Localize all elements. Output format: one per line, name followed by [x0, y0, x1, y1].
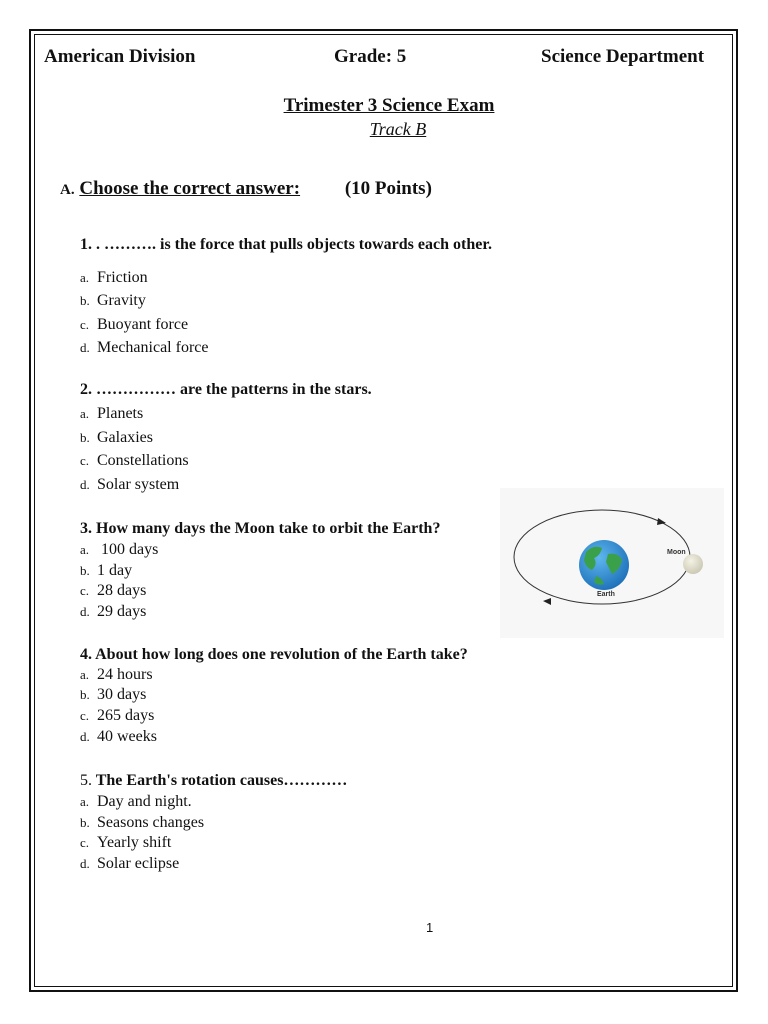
moon-icon	[683, 554, 703, 574]
section-points: (10 Points)	[344, 178, 432, 199]
option-text: 1 day	[97, 562, 133, 579]
question-4	[80, 646, 468, 664]
exam-title: Trimester 3 Science Exam	[283, 95, 495, 116]
option-text: 100 days	[97, 541, 159, 558]
option-text: Solar system	[97, 476, 180, 493]
option-letter: d.	[80, 604, 90, 619]
question-1-option-b[interactable]	[80, 292, 146, 310]
question-5-option-c[interactable]	[80, 834, 171, 852]
option-text: Galaxies	[97, 429, 153, 446]
earth-icon	[579, 540, 629, 590]
option-letter: c.	[80, 317, 90, 332]
option-letter: d.	[80, 729, 90, 744]
question-number: 5.	[80, 772, 92, 789]
option-letter: d.	[80, 340, 90, 355]
orbit-illustration	[500, 488, 724, 638]
option-letter: b.	[80, 687, 90, 702]
option-text: Planets	[97, 405, 144, 422]
option-text: Solar eclipse	[97, 855, 180, 872]
option-text: 24 hours	[97, 666, 153, 683]
option-text: Constellations	[97, 452, 189, 469]
question-3-option-d[interactable]	[80, 603, 146, 621]
question-2-option-c[interactable]	[80, 452, 189, 470]
option-text: Mechanical force	[97, 339, 209, 356]
option-text: Yearly shift	[97, 834, 172, 851]
question-2	[80, 381, 372, 399]
question-5	[80, 772, 347, 790]
page-number: 1	[426, 920, 434, 935]
question-text: . ………. is the force that pulls objects towards each other.	[96, 236, 492, 253]
question-number: 1.	[80, 236, 92, 253]
question-3-option-c[interactable]	[80, 582, 146, 600]
moon-label: Moon	[667, 549, 686, 556]
option-text: Buoyant force	[97, 316, 189, 333]
earth-moon-orbit-diagram	[500, 488, 724, 638]
question-3-option-b[interactable]	[80, 562, 132, 580]
question-text: About how long does one revolution of the Earth take?	[95, 646, 468, 663]
option-letter: b.	[80, 430, 90, 445]
option-letter: a.	[80, 794, 90, 809]
question-2-option-b[interactable]	[80, 429, 153, 447]
question-text: The Earth's rotation causes…………	[95, 772, 348, 789]
question-3	[80, 520, 440, 538]
question-number: 3.	[80, 520, 92, 537]
option-letter: b.	[80, 563, 90, 578]
orbit-arrow-bottom	[543, 598, 551, 605]
option-text: 265 days	[97, 707, 155, 724]
option-text: 40 weeks	[97, 728, 157, 745]
question-4-option-b[interactable]	[80, 686, 146, 704]
question-2-option-a[interactable]	[80, 405, 143, 423]
question-text: …………… are the patterns in the stars.	[96, 381, 372, 398]
question-5-option-b[interactable]	[80, 814, 204, 832]
question-number: 2.	[80, 381, 92, 398]
question-2-option-d[interactable]	[80, 476, 179, 494]
section-heading	[60, 178, 432, 200]
option-text: 28 days	[97, 582, 147, 599]
section-letter: A.	[60, 182, 75, 198]
question-4-option-a[interactable]	[80, 666, 153, 684]
question-number: 4.	[80, 646, 92, 663]
question-3-option-a[interactable]	[80, 541, 158, 559]
earth-label: Earth	[597, 591, 615, 598]
option-letter: a.	[80, 667, 90, 682]
option-letter: c.	[80, 835, 90, 850]
question-1-option-a[interactable]	[80, 269, 148, 287]
option-letter: d.	[80, 477, 90, 492]
option-letter: c.	[80, 453, 90, 468]
header-department: Science Department	[541, 46, 705, 67]
question-4-option-d[interactable]	[80, 728, 157, 746]
option-text: 29 days	[97, 603, 147, 620]
option-letter: c.	[80, 708, 90, 723]
option-text: Seasons changes	[97, 814, 205, 831]
question-5-option-a[interactable]	[80, 793, 192, 811]
option-text: Day and night.	[97, 793, 192, 810]
option-letter: d.	[80, 856, 90, 871]
option-letter: a.	[80, 542, 90, 557]
question-5-option-d[interactable]	[80, 855, 179, 873]
question-1-option-c[interactable]	[80, 316, 188, 334]
exam-track: Track B	[369, 119, 427, 139]
header-division: American Division	[44, 46, 196, 67]
option-letter: c.	[80, 583, 90, 598]
section-title: Choose the correct answer:	[79, 178, 301, 199]
option-text: 30 days	[97, 686, 147, 703]
question-text: How many days the Moon take to orbit the Earth?	[96, 520, 441, 537]
option-letter: b.	[80, 815, 90, 830]
question-1	[80, 236, 492, 254]
question-1-option-d[interactable]	[80, 339, 208, 357]
option-letter: a.	[80, 406, 90, 421]
question-4-option-c[interactable]	[80, 707, 154, 725]
option-text: Gravity	[97, 292, 146, 309]
option-letter: a.	[80, 270, 90, 285]
option-letter: b.	[80, 293, 90, 308]
header-grade: Grade: 5	[334, 46, 407, 67]
option-text: Friction	[97, 269, 148, 286]
